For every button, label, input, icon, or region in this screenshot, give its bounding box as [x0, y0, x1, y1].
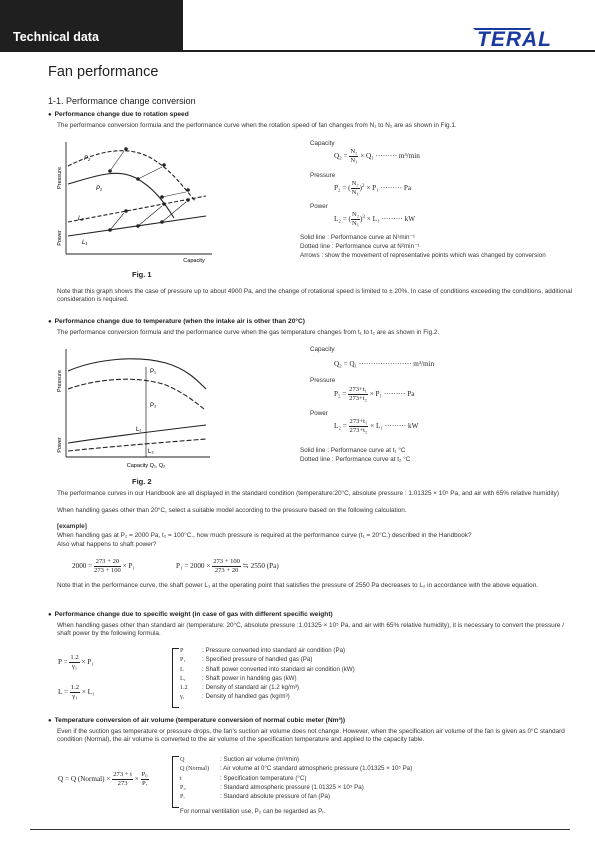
example-line2: Also what happens to shaft power?	[57, 541, 157, 548]
example-formula2: P₁ = 2000 × $\frac{273 + 100}{273 + 20}$ ≒ 2550 (Pa)	[176, 558, 279, 574]
fig2-legend-dotted: Dotted line : Performance curve at t₂ °C	[300, 456, 411, 463]
temperature-intro: The performance conversion formula and the performance curve when the gas temperature changes from t₁ to t₂ are as shown in Fig.2.	[57, 329, 440, 336]
fig2-pressure-axis: Pressure	[57, 369, 63, 393]
nm3-bracket	[172, 756, 179, 808]
fig2-p1-label: P₁	[150, 369, 157, 375]
temp-pressure-label: Pressure	[310, 377, 336, 384]
section-label: Technical data	[13, 30, 99, 44]
sg-bracket	[172, 648, 179, 708]
temperature-para2: When handling gases other than 20°C, select a suitable model according to the pressure based on the following calculation.	[57, 507, 407, 514]
header-rule	[0, 50, 595, 52]
temp-capacity-label: Capacity	[310, 346, 335, 353]
fig1-legend-dotted: Dotted line : Performance curve at N²min⁻¹	[300, 243, 420, 250]
sg-formula-p: P = $\frac{1.2}{\text{γ₁}}$ × P₁	[58, 654, 94, 670]
sg-def-row: P₁ : Specified pressure of handled gas (Pa)	[180, 656, 313, 664]
temp-formula-l: L₂ = $\frac{\text{273+t₁}}{\text{273+t₂}}$ × L₁ ········· kW	[334, 418, 419, 434]
fig1-capacity-axis: Capacity	[183, 258, 205, 264]
fig2-power-axis: Power	[57, 437, 63, 453]
page-title: Fan performance	[48, 64, 159, 80]
rotation-intro: The performance conversion formula and the performance curve when the rotation speed of fan changes from N₁ to N₂ are as shown in Fig.1.	[57, 122, 457, 129]
fig2-l2-label: L₂	[148, 449, 154, 455]
fig1-legend-arrows: Arrows : show the movement of representative points which was changed by conversion	[300, 252, 546, 259]
sg-def-row: 1.2 : Density of standard air (1.2 kg/m³)	[180, 684, 299, 692]
temperature-heading: ● Performance change due to temperature (when the intake air is other than 20°C)	[48, 318, 305, 325]
fig1-pressure-axis: Pressure	[57, 166, 63, 190]
temp-formula-q: Q₂ = Q₁ ······················ m³/min	[334, 360, 435, 368]
temperature-note: Note that in the performance curve, the shaft power L₁ at the operating point that satisfies the pressure of 2550 Pa decreases to L₂ in accordance with the above equation.	[57, 582, 539, 589]
sg-formula-l: L = $\frac{1.2}{\text{γ₁}}$ × L₁	[58, 684, 95, 700]
example-formula1: 2000 = $\frac{273 + 20}{273 + 100}$ × P₁	[72, 558, 135, 574]
fig1-power-axis: Power	[57, 230, 63, 246]
fig2-legend-solid: Solid line : Performance curve at t₁ °C	[300, 447, 406, 454]
teral-logo	[471, 24, 581, 48]
fig1-caption: Fig. 1	[132, 270, 152, 279]
rot-formula-q: Q₂ = $\frac{\text{N₂}}{\text{N₁}}$ × Q₁ ········· m³/min	[334, 148, 420, 164]
rotation-note: Note that this graph shows the case of pressure up to about 4900 Pa, and the change of rotational speed is limited to ± 20%. In case of conditions exceeding the conditions, additional consideration is required.	[57, 288, 573, 304]
rot-formula-p: P₂ = ( $\frac{\text{N₂}}{\text{N₁}}$ )$^2$ × P₁ ········· Pa	[334, 180, 412, 196]
rot-formula-l: L₂ = ( $\frac{\text{N₂}}{\text{N₁}}$ )$^3$ × L₁ ········· kW	[334, 211, 415, 227]
sg-def-row: L₁ : Shaft power in handling gas (kW)	[180, 674, 297, 682]
footer-rule	[30, 829, 570, 830]
example-title: [example]	[57, 523, 87, 530]
rot-pressure-label: Pressure	[310, 172, 336, 179]
temperature-para1: The performance curves in our Handbook are all displayed in the standard condition (temperature:20°C, absolute pressure : 1.01325 × 10⁵ Pa, and air with 65% relative humidity)	[57, 490, 560, 497]
nm3-def-row: Pᵣ : Standard absolute pressure of fan (Pa)	[180, 793, 331, 801]
fig1-p1-label: P₁	[96, 186, 102, 192]
temp-formula-p: P₂ = $\frac{\text{273+t₁}}{\text{273+t₂}}$ × P₁ ········· Pa	[334, 386, 415, 402]
fig2-capacity-axis: Capacity Q₁, Q₂	[126, 463, 166, 469]
fig1-p2-label: P₂	[84, 156, 91, 162]
fig2-l1-label: L₁	[136, 427, 142, 433]
fig1-graph	[56, 138, 216, 264]
fig2-caption: Fig. 2	[132, 477, 152, 486]
nm3-def-row: t : Specification temperature (°C)	[180, 774, 307, 782]
nm3-def-row: P₀ : Standard atmospheric pressure (1.01325 × 10⁵ Pa)	[180, 783, 364, 791]
rot-power-label: Power	[310, 203, 328, 210]
temp-power-label: Power	[310, 410, 328, 417]
fig1-l2-label: L₂	[78, 216, 84, 222]
nm3-def-row: Q : Suction air volume (m³/min)	[180, 756, 300, 763]
nm3-footnote: For normal ventilation use, P₀ can be regarded as Pᵣ.	[180, 808, 326, 815]
section-heading: 1-1. Performance change conversion	[48, 96, 196, 106]
nm3-intro: Even if the suction gas temperature or pressure drops, the fan's suction air volume does not change. However, when the specification air volume of the fan is given as 0°C standard condition (Normal), the air volume is converted to the air volume of the specification temperature and applied to the capacity table.	[57, 728, 565, 744]
specific-weight-heading: ● Performance change due to specific weight (in case of gas with different specific weight)	[48, 611, 333, 618]
sg-def-row: P : Pressure converted into standard air condition (Pa)	[180, 647, 346, 654]
brand-text: TERAL	[477, 28, 552, 48]
nm3-def-row: Q (Normal) : Air volume at 0°C standard atmospheric pressure (1.01325 × 10⁵ Pa)	[180, 765, 413, 773]
sg-def-row: γ₁ : Density of handled gas (kg/m³)	[180, 693, 290, 701]
fig2-graph	[56, 345, 216, 473]
rotation-heading: ● Performance change due to rotation speed	[48, 111, 189, 118]
fig1-legend-solid: Solid line : Performance curve at N¹min⁻¹	[300, 234, 415, 241]
rot-capacity-label: Capacity	[310, 140, 335, 147]
nm3-definitions	[180, 755, 412, 801]
fig1-l1-label: L₁	[82, 240, 88, 246]
sg-definitions	[180, 646, 355, 702]
fig2-p2-label: P₂	[150, 403, 157, 409]
nm3-heading: ● Temperature conversion of air volume (temperature conversion of normal cubic meter (Nm³))	[48, 717, 345, 724]
example-line1: When handling gas at P₂ = 2000 Pa, t₂ = 100°C., how much pressure is required at the performance curve (t₁ = 20°C.) described in the Handbook?	[57, 532, 472, 539]
specific-weight-intro: When handling gases other than standard air (temperature: 20°C, absolute pressure :1.01325 × 10⁵ Pa, and air with 65% relative humidity), it is necessary to convert the pressure / shaft power by the following formula.	[57, 622, 564, 638]
nm3-formula: Q = Q (Normal) × $\frac{273 + t}{273}$ × $\frac{\text{P₀}}{\text{Pᵣ}}$	[58, 771, 148, 787]
sg-def-row: L : Shaft power converted into standard air condition (kW)	[180, 665, 355, 673]
